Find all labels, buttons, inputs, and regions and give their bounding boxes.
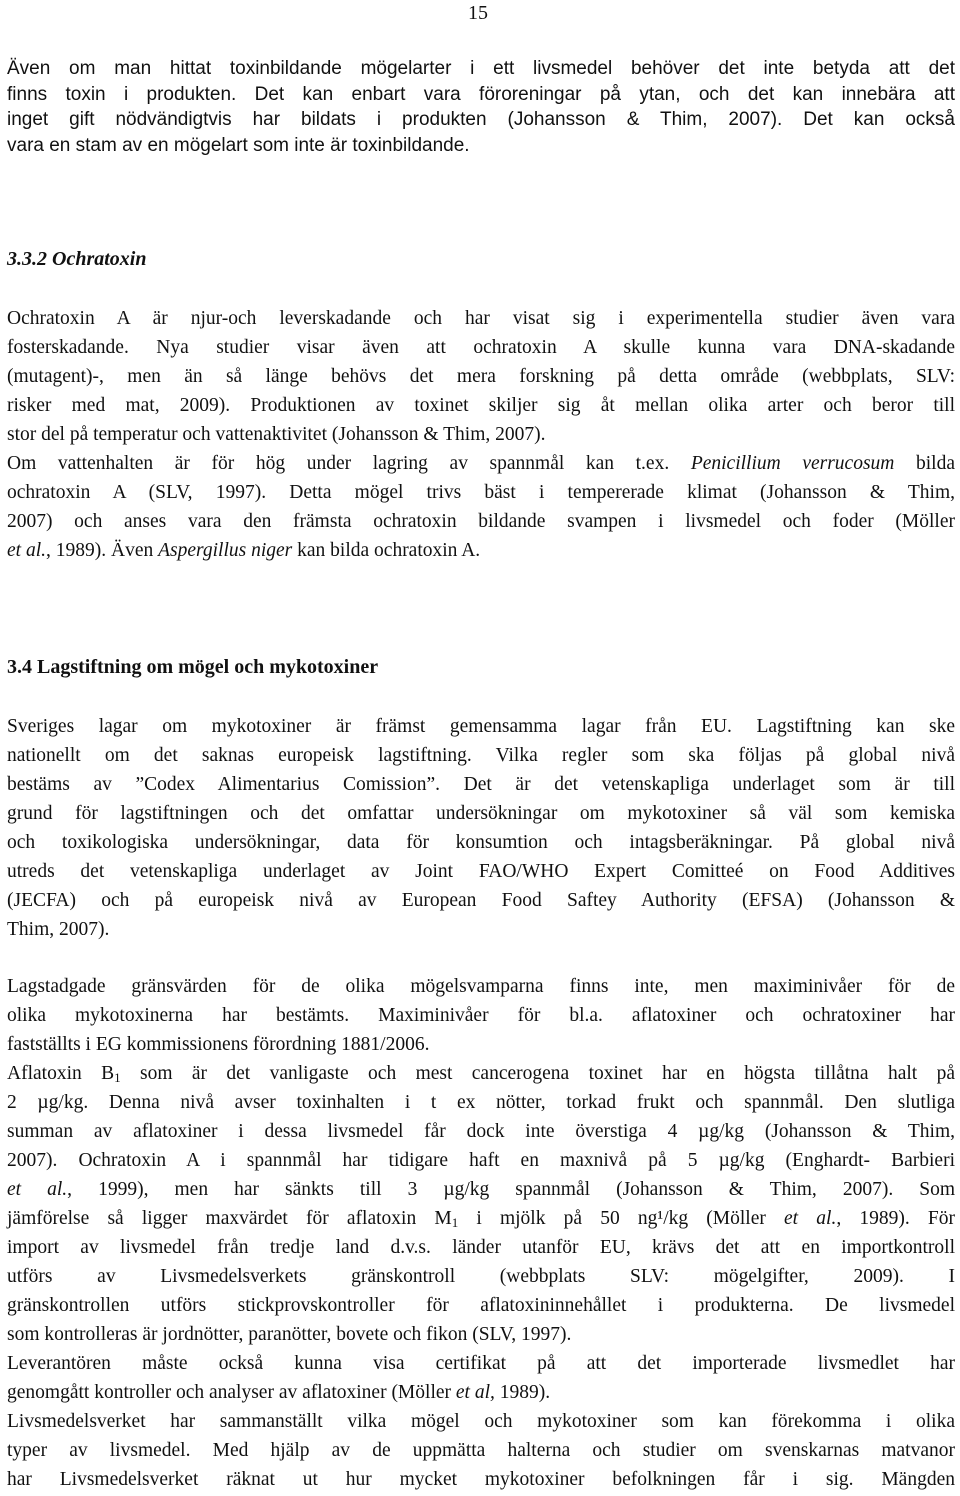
- text-line: och toxikologiska undersökningar, data för konsumtion och intagsberäkningar. På global nivå: [7, 832, 955, 853]
- text-line: Livsmedelsverket har sammanställt vilka mögel och mykotoxiner som kan förekomma i olika: [7, 1411, 955, 1432]
- text-line: genomgått kontroller och analyser av aflatoxiner (Möller et al, 1989).: [7, 1382, 551, 1403]
- text-line: Sveriges lagar om mykotoxiner är främst gemensamma lagar från EU. Lagstiftning kan ske: [7, 716, 955, 737]
- text-line: gränskontrollen utförs stickprovskontroller för aflatoxininnehållet i produkterna. De livsmedel: [7, 1295, 955, 1316]
- text-line: som kontrolleras är jordnötter, paranötter, bovete och fikon (SLV, 1997).: [7, 1324, 572, 1345]
- section-heading-3-4: 3.4 Lagstiftning om mögel och mykotoxiner: [7, 656, 379, 678]
- text-line: fastställts i EG kommissionens förordning 1881/2006.: [7, 1034, 430, 1055]
- text-line: finns toxin i produkten. Det kan enbart vara föroreningar på ytan, och det kan innebära att: [7, 83, 955, 105]
- text-line: bestäms av ”Codex Alimentarius Comission”. Det är det vetenskapliga underlaget som är till: [7, 774, 955, 795]
- text-line: Om vattenhalten är för hög under lagring av spannmål kan t.ex. Penicillium verrucosum bilda: [7, 453, 955, 474]
- text-line: utreds det vetenskapliga underlaget av Joint FAO/WHO Expert Comitteé on Food Additives: [7, 861, 955, 882]
- section-heading-3-3-2: 3.3.2 Ochratoxin: [7, 248, 147, 270]
- text-line: Leverantören måste också kunna visa certifikat på att det importerade livsmedlet har: [7, 1353, 955, 1374]
- intro-paragraph: [7, 56, 955, 158]
- text-line: Aflatoxin $B_1$ som är det vanligaste och mest cancerogena toxinet har en högsta tillåtna halt på: [7, 1063, 955, 1085]
- text-line: stor del på temperatur och vattenaktivitet (Johansson & Thim, 2007).: [7, 424, 546, 445]
- text-line: Ochratoxin A är njur-och leverskadande och har visat sig i experimentella studier även vara: [7, 308, 955, 329]
- text-line: (JECFA) och på europeisk nivå av European Food Saftey Authority (EFSA) (Johansson &: [7, 890, 955, 911]
- text-line: ochratoxin A (SLV, 1997). Detta mögel trivs bäst i tempererade klimat (Johansson & Thim,: [7, 482, 955, 503]
- text-line: inget gift nödvändigtvis har bildats i produkten (Johansson & Thim, 2007). Det kan också: [7, 109, 955, 130]
- ochratoxin-paragraph: [7, 304, 955, 565]
- text-line: Lagstadgade gränsvärden för de olika mögelsvamparna finns inte, men maximinivåer för de: [7, 976, 955, 997]
- text-line: har Livsmedelsverket räknat ut hur mycket mykotoxiner befolkningen får i sig. Mängden: [7, 1469, 955, 1490]
- text-line: 2007) och anses vara den främsta ochratoxin bildande svampen i livsmedel och foder (Möller: [7, 511, 955, 532]
- text-line: olika mykotoxinerna har bestämts. Maximinivåer för bl.a. aflatoxiner och ochratoxiner har: [7, 1005, 955, 1026]
- text-line: jämförelse så ligger maxvärdet för aflatoxin $M_1$ i mjölk på 50 ng¹/kg (Möller et al., 1989). För: [7, 1208, 955, 1230]
- species-name: Penicillium verrucosum: [690, 453, 895, 474]
- text-line: vara en stam av en mögelart som inte är toxinbildande.: [7, 134, 470, 156]
- text-line: grund för lagstiftningen och det omfattar undersökningar om mykotoxiner så väl som kemiska: [7, 803, 955, 824]
- species-name: Aspergillus niger: [158, 540, 293, 561]
- text-line: et al., 1999), men har sänkts till 3 µg/kg spannmål (Johansson & Thim, 2007). Som: [7, 1179, 955, 1200]
- text-line: summan av aflatoxiner i dessa livsmedel får dock inte överstiga 4 µg/kg (Johansson & Thim,: [7, 1121, 955, 1142]
- text-line: utförs av Livsmedelsverkets gränskontroll (webbplats SLV: mögelgifter, 2009). I: [7, 1266, 955, 1287]
- text-line: fosterskadande. Nya studier visar även att ochratoxin A skulle kunna vara DNA-skadande: [7, 337, 955, 358]
- text-line: (mutagent)-, men än så länge behövs det mera forskning på detta område (webbplats, SLV:: [7, 366, 955, 387]
- text-line: risker med mat, 2009). Produktionen av toxinet skiljer sig åt mellan olika arter och beror till: [7, 395, 955, 416]
- legislation-paragraph: [7, 712, 955, 944]
- text-line: 2007). Ochratoxin A i spannmål har tidigare haft en maxnivå på 5 µg/kg (Enghardt- Barbieri: [7, 1150, 955, 1171]
- page-number: 15: [468, 2, 488, 24]
- text-line: typer av livsmedel. Med hjälp av de uppmätta halterna och studier om svenskarnas matvanor: [7, 1440, 955, 1461]
- limits-paragraph: [7, 972, 955, 1494]
- text-line: 2 µg/kg. Denna nivå avser toxinhalten i t ex nötter, torkad frukt och spannmål. Den slutliga: [7, 1092, 955, 1113]
- text-line: import av livsmedel från tredje land d.v.s. länder utanför EU, krävs det att en importkontroll: [7, 1237, 955, 1258]
- text-line: et al., 1989). Även Aspergillus niger kan bilda ochratoxin A.: [7, 540, 481, 561]
- text-line: nationellt om det saknas europeisk lagstiftning. Vilka regler som ska följas på global nivå: [7, 745, 955, 766]
- text-line: Även om man hittat toxinbildande mögelarter i ett livsmedel behöver det inte betyda att det: [7, 58, 955, 79]
- text-line: Thim, 2007).: [7, 919, 110, 940]
